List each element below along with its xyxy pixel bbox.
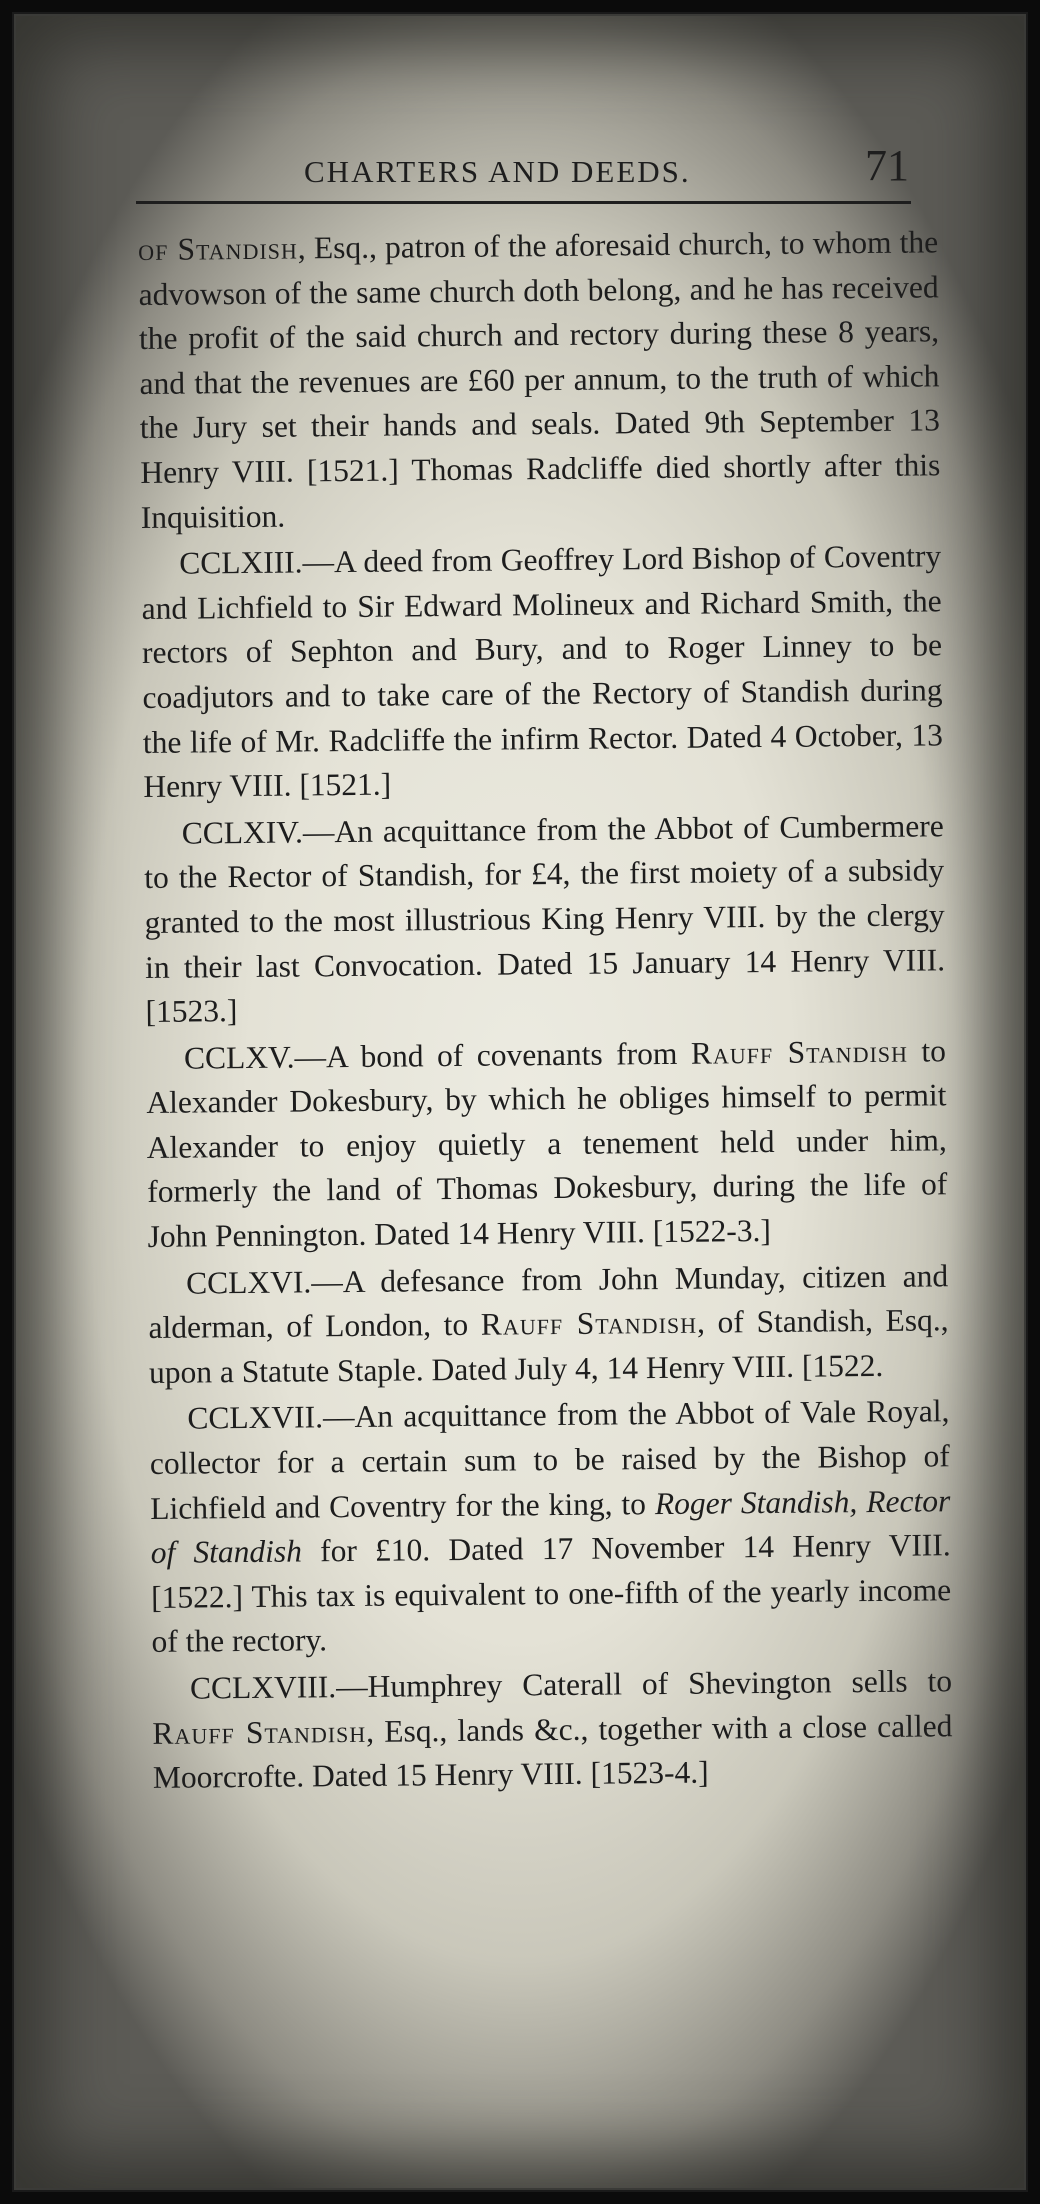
header-rule xyxy=(136,201,911,204)
entry-cclxviii xyxy=(152,1659,953,1800)
small-caps-name: Rauff Standish xyxy=(152,1713,367,1751)
entry-cclxvii xyxy=(149,1390,952,1665)
entry-cclxiii xyxy=(141,534,944,809)
paragraph-text: , Esq., lands &c., together with a close called Moorcrofte. Dated 15 Henry VIII. [1523-4.] xyxy=(152,1707,953,1796)
entry-cclxv xyxy=(146,1029,948,1260)
paragraph-text: CCLXVII.—An acquittance from the Abbot of Vale Royal, collector for a certain sum to be raised by the Bishop of Lichfield and Coventry for the king, to xyxy=(149,1393,950,1526)
body-text xyxy=(138,220,953,1800)
paragraph-text: , of Standish, Esq., upon a Statute Staple. Dated July 4, 14 Henry VIII. [1522. xyxy=(148,1302,949,1390)
paragraph-text: CCLXVIII.—Humphrey Caterall of Shevington sells to xyxy=(189,1663,953,1706)
paragraph-text: , Esq., patron of the aforesaid church, to whom the advowson of the same church doth belong, and he has received the profit of the said church and rectory during these 8 years, and that the revenues are £60 per annum, to the truth of which the Jury set their hands and seals. Dated 9th September 13 Henry VIII. [1521.] Thomas Radcliffe died shortly after this Inquisition. xyxy=(138,224,941,535)
small-caps-name: Rauff Standish xyxy=(690,1033,909,1071)
paragraph-text: to Alexander Dokesbury, by which he obliges himself to permit Alexander to enjoy quietly a tenement held under him, formerly the land of Thomas Dokesbury, during the life of John Pennington. Dated 14 Henry VIII. [1522-3.] xyxy=(146,1032,948,1255)
running-head: CHARTERS AND DEEDS. xyxy=(304,154,691,189)
page-header xyxy=(136,134,911,204)
page-frame xyxy=(12,12,1028,2192)
paragraph-continuation xyxy=(138,220,941,540)
paragraph-text: for £10. Dated 17 November 14 Henry VIII. [1522.] This tax is equivalent to one-fifth of the yearly income of the rectory. xyxy=(150,1527,952,1660)
paragraph-text: CCLXV.—A bond of covenants from xyxy=(183,1035,692,1076)
book-page xyxy=(16,16,1024,2188)
page-number: 71 xyxy=(865,141,909,190)
paragraph-text: CCLXVI.—A defesance from John Munday, citizen and alderman, of London, to xyxy=(148,1257,949,1346)
paragraph-text: CCLXIV.—An acquittance from the Abbot of Cumbermere to the Rector of Standish, for £4, the first moiety of a subsidy granted to the most illustrious King Henry VIII. by the clergy in their last Convocation. Dated 15 January 14 Henry VIII. [1523.] xyxy=(144,808,946,1030)
small-caps-name: of Standish xyxy=(138,230,298,267)
italic-name: Roger Standish, Rector of Standish xyxy=(150,1482,951,1571)
entry-cclxiv xyxy=(144,804,946,1035)
small-caps-name: Rauff Standish xyxy=(480,1304,698,1343)
entry-cclxvi xyxy=(148,1254,949,1395)
paragraph-text: CCLXIII.—A deed from Geoffrey Lord Bishop of Coventry and Lichfield to Sir Edward Molineux and Richard Smith, the rectors of Sephton and Bury, and to Roger Linney to be coadjutors and to take care of the Rectory of Standish during the life of Mr. Radcliffe the infirm Rector. Dated 4 October, 13 Henry VIII. [1521.] xyxy=(141,538,944,805)
